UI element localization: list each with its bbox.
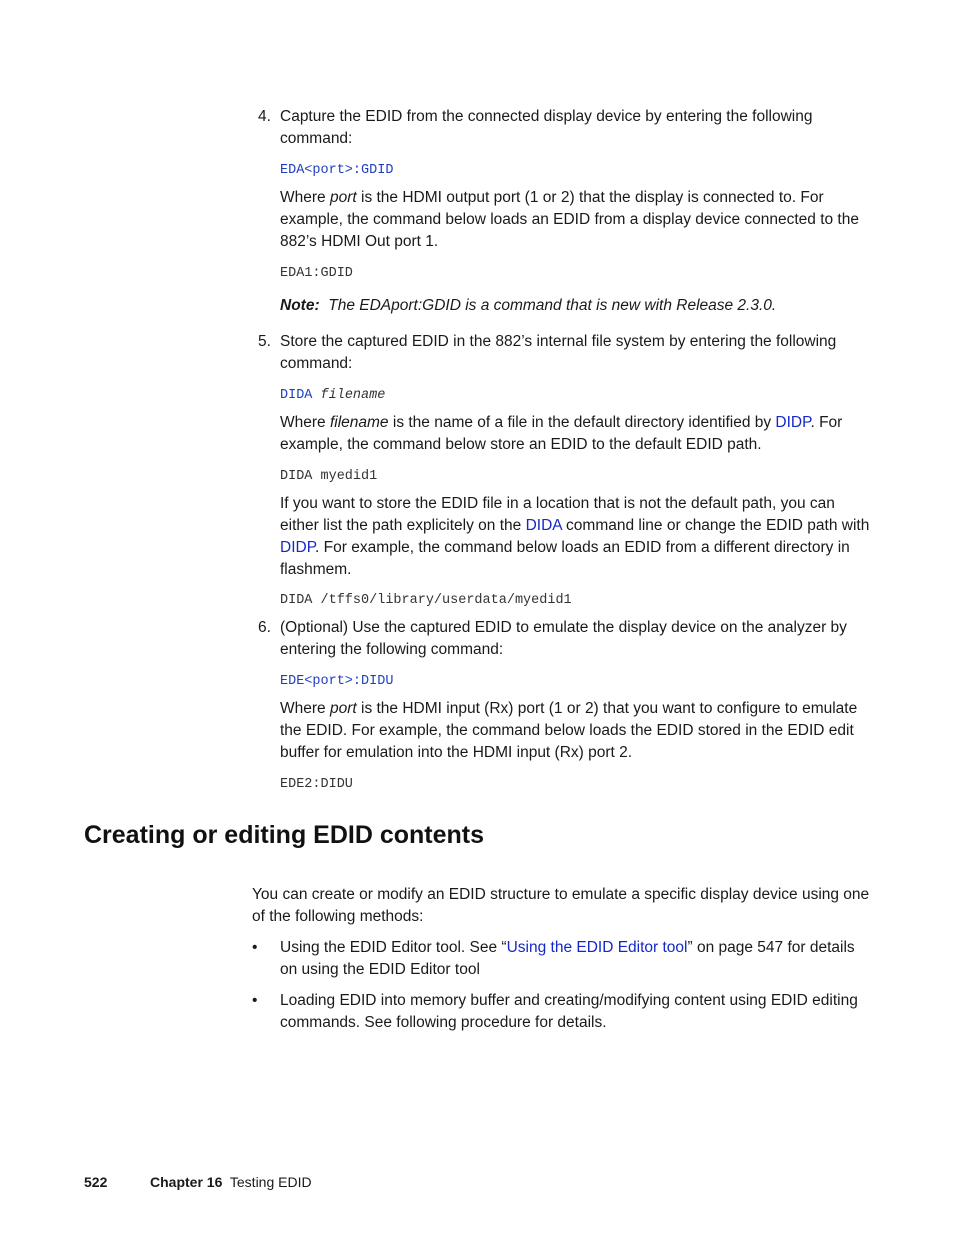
command-syntax [280,162,393,180]
where-term: port [329,189,357,206]
list-item [252,937,872,981]
link-didp[interactable]: DIDP [775,414,811,431]
command-link-dida[interactable]: DIDA [280,388,313,403]
link-edid-editor-tool[interactable]: Using the EDID Editor tool [506,939,688,956]
where-text: Where [280,189,330,206]
step-text: (Optional) Use the captured EDID to emulate the display device on the analyzer by entering the following command: [280,619,847,658]
where-text: is the HDMI output port (1 or 2) that the display is connected to. For example, the command below loads an EDID from a display device connected to the 882’s HDMI Out port 1. [280,189,859,250]
command-syntax [280,387,385,405]
paragraph-text: command line or change the EDID path with [561,517,870,534]
list-text: Using the EDID Editor tool. See “ [280,939,507,956]
chapter-label: Chapter 16 [150,1174,223,1190]
note-label: Note: [280,297,320,314]
step-5 [258,331,870,375]
where-text: Where [280,414,330,431]
section-heading: Creating or editing EDID contents [84,821,485,849]
step-number: 4. [258,108,271,125]
command-syntax [280,673,393,691]
command-example: DIDA /tffs0/library/userdata/myedid1 [280,593,572,608]
step-6 [258,617,870,661]
page-number: 522 [84,1174,108,1190]
list-text: ” on page 547 for details on using the EDID Editor tool [280,939,855,978]
section-intro: You can create or modify an EDID structure to emulate a specific display device using one of the following methods: [252,886,870,925]
command-example: EDE2:DIDU [280,777,353,792]
command-example: EDA1:GDID [280,266,353,281]
where-term: port [329,700,357,717]
note-text: The EDAport:GDID is a command that is new with Release 2.3.0. [328,297,777,314]
command-example: DIDA myedid1 [280,469,378,484]
command-link-eda-gdid[interactable]: EDA<port>:GDID [280,163,394,178]
list-item [252,990,872,1034]
paragraph-text: . For example, the command below loads an EDID from a different directory in flashmem. [280,539,850,578]
bullet-icon: • [252,992,258,1009]
extra-paragraph [280,493,872,581]
where-term: filename [329,414,389,431]
where-paragraph [280,412,872,456]
where-paragraph [280,698,872,764]
where-text: is the name of a file in the default directory identified by [388,414,776,431]
page-footer [84,1172,312,1192]
command-link-ede-didu[interactable]: EDE<port>:DIDU [280,674,394,689]
paragraph-text: If you want to store the EDID file in a location that is not the default path, you can either list the path explicitely on the [280,495,835,534]
note [280,295,872,317]
where-paragraph [280,187,872,253]
bullet-icon: • [252,939,258,956]
where-text: Where [280,700,330,717]
step-number: 6. [258,619,271,636]
step-text: Store the captured EDID in the 882’s internal file system by entering the following command: [280,333,837,372]
where-text: is the HDMI input (Rx) port (1 or 2) that you want to configure to emulate the EDID. For example, the command below loads the EDID stored in the EDID edit buffer for emulation into the HDMI input (Rx) port 2. [280,700,858,761]
step-number: 5. [258,333,271,350]
link-dida[interactable]: DIDA [525,517,562,534]
where-text: . For example, the command below store an EDID to the default EDID path. [280,414,843,453]
list-item-text: Loading EDID into memory buffer and creating/modifying content using EDID editing commands. See following procedure for details. [280,992,858,1031]
command-argument: filename [320,388,386,403]
chapter-title: Testing EDID [229,1174,312,1190]
list-item-text [280,937,872,981]
step-4 [258,106,870,150]
step-text: Capture the EDID from the connected display device by entering the following command: [280,108,813,147]
link-didp[interactable]: DIDP [280,539,316,556]
